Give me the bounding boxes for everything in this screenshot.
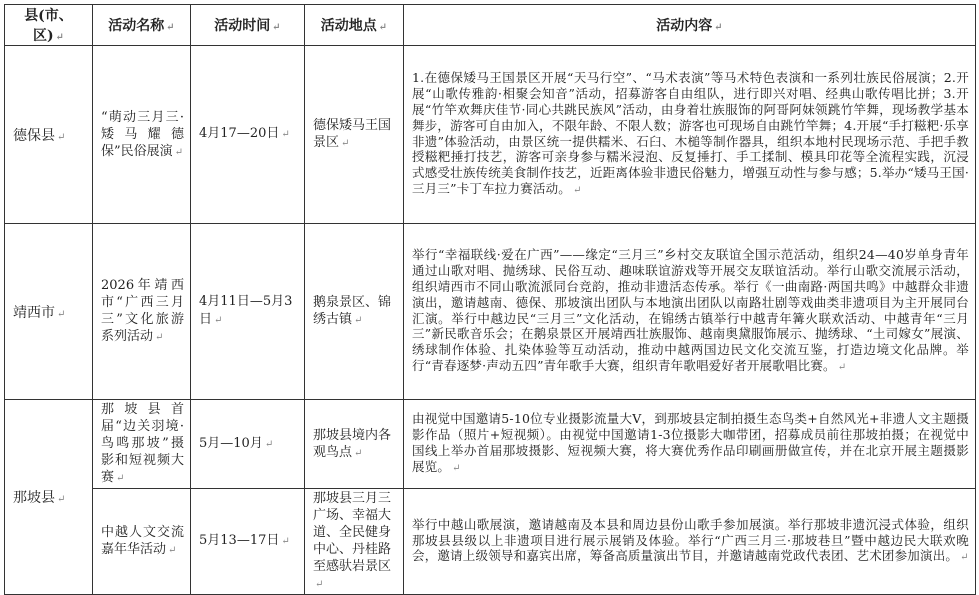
county-cell: 靖西市 ↵ bbox=[5, 224, 93, 400]
event-place-cell: 那坡县三月三广场、幸福大道、全民健身中心、丹桂路至感驮岩景区↵ bbox=[305, 489, 404, 595]
header-content: 活动内容 ↵ bbox=[404, 5, 976, 46]
event-place-cell: 鹅泉景区、锦绣古镇 ↵ bbox=[305, 224, 404, 400]
event-place-cell: 德保矮马王国景区 ↵ bbox=[305, 46, 404, 224]
header-name: 活动名称 ↵ bbox=[93, 5, 191, 46]
event-content-cell: 1.在德保矮马王国景区开展“天马行空”、“马术表演”等马术特色表演和一系列壮族民俗展演；2.开展“山歌传雅韵·相聚会知音”活动，招募游客自由组队，进行即兴对唱、经典山歌传唱比拼；3.开展“竹竿欢舞庆佳节·同心共跳民族风”活动，由身着壮族服饰的阿哥阿妹领跳竹竿舞，现场教学基本舞步，游客可自由加入，不限年龄、不限人数；游客也可现场自由跳竹竿舞；4.开展“手打糍粑·乐享非遗”体验活动，由景区统一提供糯米、石臼、木槌等制作器具，组织本地村民现场示范、手把手教授糍粑捶打技艺，游客可亲身参与糯米浸泡、反复捶打、手工揉制、模具印花等全流程实践，沉浸式感受壮族传统美食制作技艺，近距离体验非遗民俗魅力，增强互动性与参与感；5.举办“矮马王国·三月三”卡丁车拉力赛活动。 ↵ bbox=[404, 46, 976, 224]
header-time: 活动时间 ↵ bbox=[191, 5, 305, 46]
header-county: 县(市、区) ↵ bbox=[5, 5, 93, 46]
county-cell: 那坡县 ↵ bbox=[5, 400, 93, 595]
table-row bbox=[5, 400, 976, 489]
event-time-cell: 4月17—20日 ↵ bbox=[191, 46, 305, 224]
header-place: 活动地点 ↵ bbox=[305, 5, 404, 46]
county-cell: 德保县 ↵ bbox=[5, 46, 93, 224]
table-row bbox=[5, 224, 976, 400]
event-time-cell: 5月—10月 ↵ bbox=[191, 400, 305, 489]
event-name-cell: 那坡县首届“边关羽境·鸟鸣那坡”摄影和短视频大赛 ↵ bbox=[93, 400, 191, 489]
table-row bbox=[5, 46, 976, 224]
event-name-cell: “萌动三月三·矮马耀德保”民俗展演 ↵ bbox=[93, 46, 191, 224]
event-content-cell: 由视觉中国邀请5-10位专业摄影流量大V，到那坡县定制拍摄生态鸟类+自然风光+非遗人文主题摄影作品（照片+短视频）。由视觉中国邀请1-3位摄影大咖带团，招募成员前往那坡拍摄；在视觉中国线上举办首届那坡摄影、短视频大赛，将大赛优秀作品印刷画册做宣传，并在北京开展主题摄影展览。 ↵ bbox=[404, 400, 976, 489]
event-time-cell: 4月11日—5月3日 ↵ bbox=[191, 224, 305, 400]
event-time-cell: 5月13—17日 ↵ bbox=[191, 489, 305, 595]
event-content-cell: 举行中越山歌展演，邀请越南及本县和周边县份山歌手参加展演。举行那坡非遗沉浸式体验，组织那坡县县级以上非遗项目进行展示展销及体验。举行“广西三月三·那坡巷旦”暨中越边民大联欢晚会，邀请上级领导和嘉宾出席，筹备高质量演出节目，并邀请越南党政代表团、艺术团参加演出。 ↵ bbox=[404, 489, 976, 595]
event-name-cell: 2026年靖西市“广西三月三”文化旅游系列活动 ↵ bbox=[93, 224, 191, 400]
table-row bbox=[5, 489, 976, 595]
events-table bbox=[4, 4, 976, 595]
header-row bbox=[5, 5, 976, 46]
event-name-cell: 中越人文交流嘉年华活动 ↵ bbox=[93, 489, 191, 595]
event-place-cell: 那坡县境内各观鸟点 ↵ bbox=[305, 400, 404, 489]
event-content-cell: 举行“幸福联线·爱在广西”——缘定“三月三”乡村交友联谊全国示范活动，组织24—40岁单身青年通过山歌对唱、抛绣球、民俗互动、趣味联谊游戏等开展交友联谊活动。举行山歌交流展示活动，组织靖西市不同山歌流派同台竞韵，推动非遗活态传承。举行《一曲南路·两国共鸣》中越群众非遗演出，邀请越南、德保、那坡演出团队与本地演出团队以南路壮剧等戏曲类非遗项目为主开展同台汇演。举行中越边民“三月三”文化活动，在锦绣古镇举行中越青年篝火联欢活动、中越青年“三月三”新民歌音乐会；在鹅泉景区开展靖西壮族服饰、越南奥黛服饰展示、抛绣球、“土司嫁女”展演、绣球制作体验、扎染体验等互动活动，推动中越两国边民文化交流互鉴，打造边境文化品牌。举行“青春逐梦·声动五四”青年歌手大赛，组织青年歌唱爱好者开展歌唱比赛。 ↵ bbox=[404, 224, 976, 400]
